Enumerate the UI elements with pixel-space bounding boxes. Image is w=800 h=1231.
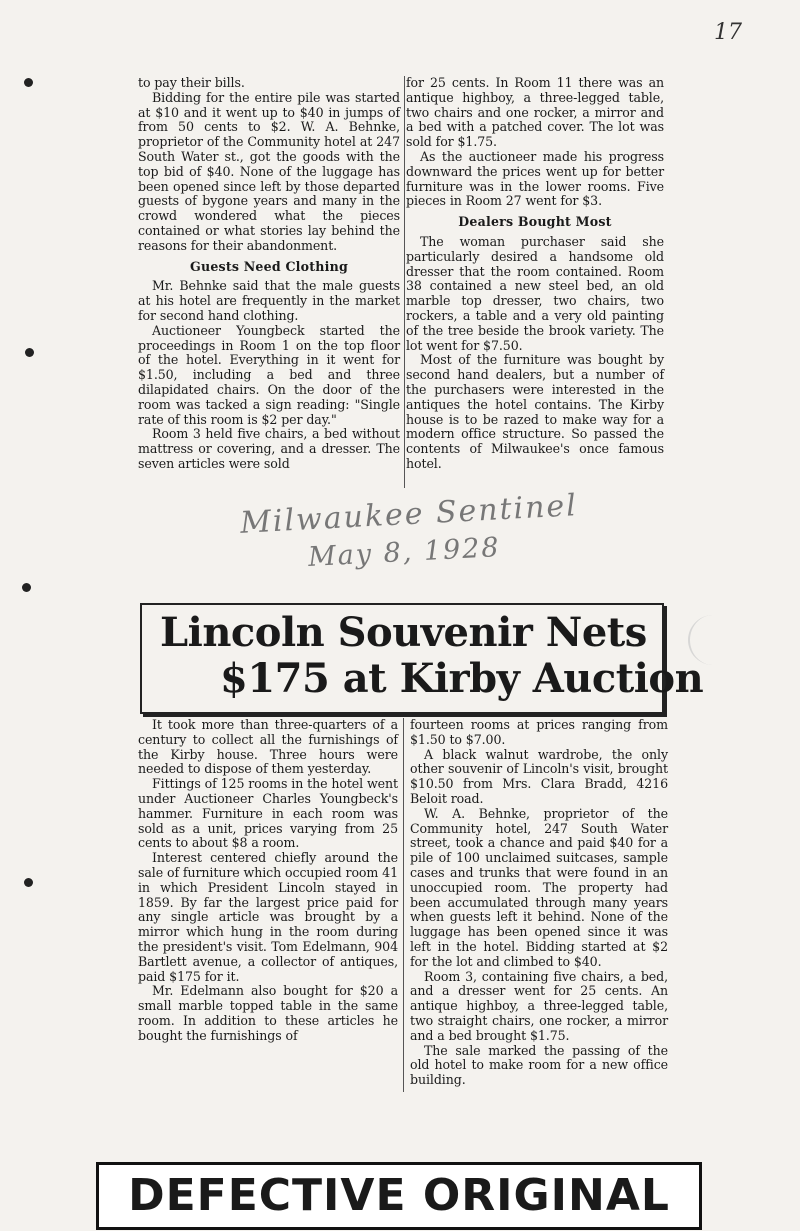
paragraph: W. A. Behnke, proprietor of the Community hotel, 247 South Water street, took a chance and paid $40 for a pile of 100 unclaimed suitcases, sample cases and trunks that were found in an unoccupied room. The property had been accumulated through many years when guests left it behind. None of the luggage has been opened since it was left in the hotel. Bidding started at $2 for the lot and climbed to $40.: [410, 805, 668, 969]
paragraph: fourteen rooms at prices ranging from $1.50 to $7.00.: [410, 717, 668, 747]
paragraph: The sale marked the passing of the old hotel to make room for a new office building.: [410, 1042, 668, 1088]
punch-hole-3: [22, 583, 31, 592]
punch-hole-2: [25, 348, 34, 357]
defective-original-stamp: DEFECTIVE ORIGINAL: [96, 1162, 702, 1230]
paragraph: Mr. Behnke said that the male guests at his hotel are frequently in the market for second hand clothing.: [138, 278, 400, 323]
paragraph: Fittings of 125 rooms in the hotel went under Auctioneer Charles Youngbeck's hammer. Furniture in each room was sold as a unit, prices varying from 25 cents to about $8 a room.: [138, 776, 398, 851]
page-number: 17: [714, 20, 742, 45]
paragraph: The woman purchaser said she particularly desired a handsome old dresser that the room contained. Room 38 contained a new steel bed, an old marble top dresser, two chairs, two rockers, a table and a very old painting of the tree beside the brook variety. The lot went for $7.50.: [406, 233, 664, 353]
paragraph: A black walnut wardrobe, the only other souvenir of Lincoln's visit, brought $10.50 from Mrs. Clara Bradd, 4216 Beloit road.: [410, 746, 668, 806]
handwritten-source: Milwaukee Sentinel: [239, 488, 579, 541]
paragraph: for 25 cents. In Room 11 there was an antique highboy, a three-legged table, two chairs and one rocker, a mirror and a bed with a patched cover. The lot was sold for $1.75.: [406, 75, 664, 150]
subheading: Dealers Bought Most: [458, 214, 612, 230]
headline-line-2: $175 at Kirby Auction: [220, 655, 704, 702]
headline-box: [140, 603, 704, 714]
margin-scribble: [688, 615, 780, 665]
article1-column-2: [406, 76, 664, 472]
column-divider: [404, 76, 405, 488]
punch-hole-4: [24, 878, 33, 887]
handwritten-date: May 8, 1928: [307, 531, 502, 574]
paragraph: Interest centered chiefly around the sale of furniture which occupied room 41 in which President Lincoln stayed in 1859. By far the largest price paid for any single article was brought by a mirror which hung in the room during the president's visit. Tom Edelmann, 904 Bartlett avenue, a collector of antiques, paid $175 for it.: [138, 850, 398, 984]
paragraph: It took more than three-quarters of a century to collect all the furnishings of the Kirby house. Three hours were needed to dispose of them yesterday.: [138, 717, 398, 777]
paragraph: to pay their bills.: [138, 75, 245, 90]
article2-column-1: [138, 718, 398, 1044]
paragraph: Most of the furniture was bought by second hand dealers, but a number of the purchasers were interested in the antiques the hotel contains. The Kirby house is to be razed to make way for a modern office structure. So passed the contents of Milwaukee's once famous hotel.: [406, 352, 664, 471]
punch-hole-1: [24, 78, 33, 87]
article1-column-1: [138, 76, 400, 472]
paragraph: Bidding for the entire pile was started at $10 and it went up to $40 in jumps of from 50 cents to $2. W. A. Behnke, proprietor of the Community hotel at 247 South Water st., got the goods with the top bid of $40. None of the luggage has been opened since left by those departed guests of bygone years and many in the crowd wondered what the pieces contained or what stories lay behind the reasons for their abandonment.: [138, 89, 400, 253]
paragraph: Mr. Edelmann also bought for $20 a small marble topped table in the same room. In addition to these articles he bought the furnishings of: [138, 983, 398, 1043]
article2-column-2: [410, 718, 668, 1088]
column-divider-2: [403, 718, 404, 1092]
paragraph: As the auctioneer made his progress downward the prices went up for better furniture was in the lower rooms. Five pieces in Room 27 went for $3.: [406, 148, 664, 209]
paragraph: Room 3 held five chairs, a bed without mattress or covering, and a dresser. The seven articles were sold: [138, 426, 400, 471]
paragraph: Room 3, containing five chairs, a bed, and a dresser went for 25 cents. An antique highboy, a three-legged table, two straight chairs, one rocker, a mirror and a bed brought $1.75.: [410, 968, 668, 1043]
subheading: Guests Need Clothing: [190, 258, 348, 274]
headline-line-1: Lincoln Souvenir Nets: [160, 609, 647, 656]
paragraph: Auctioneer Youngbeck started the proceedings in Room 1 on the top floor of the hotel. Everything in it went for $1.50, including a bed and three dilapidated chairs. On the door of the room was tacked a sign reading: "Single rate of this room is $2 per day.": [138, 322, 400, 427]
